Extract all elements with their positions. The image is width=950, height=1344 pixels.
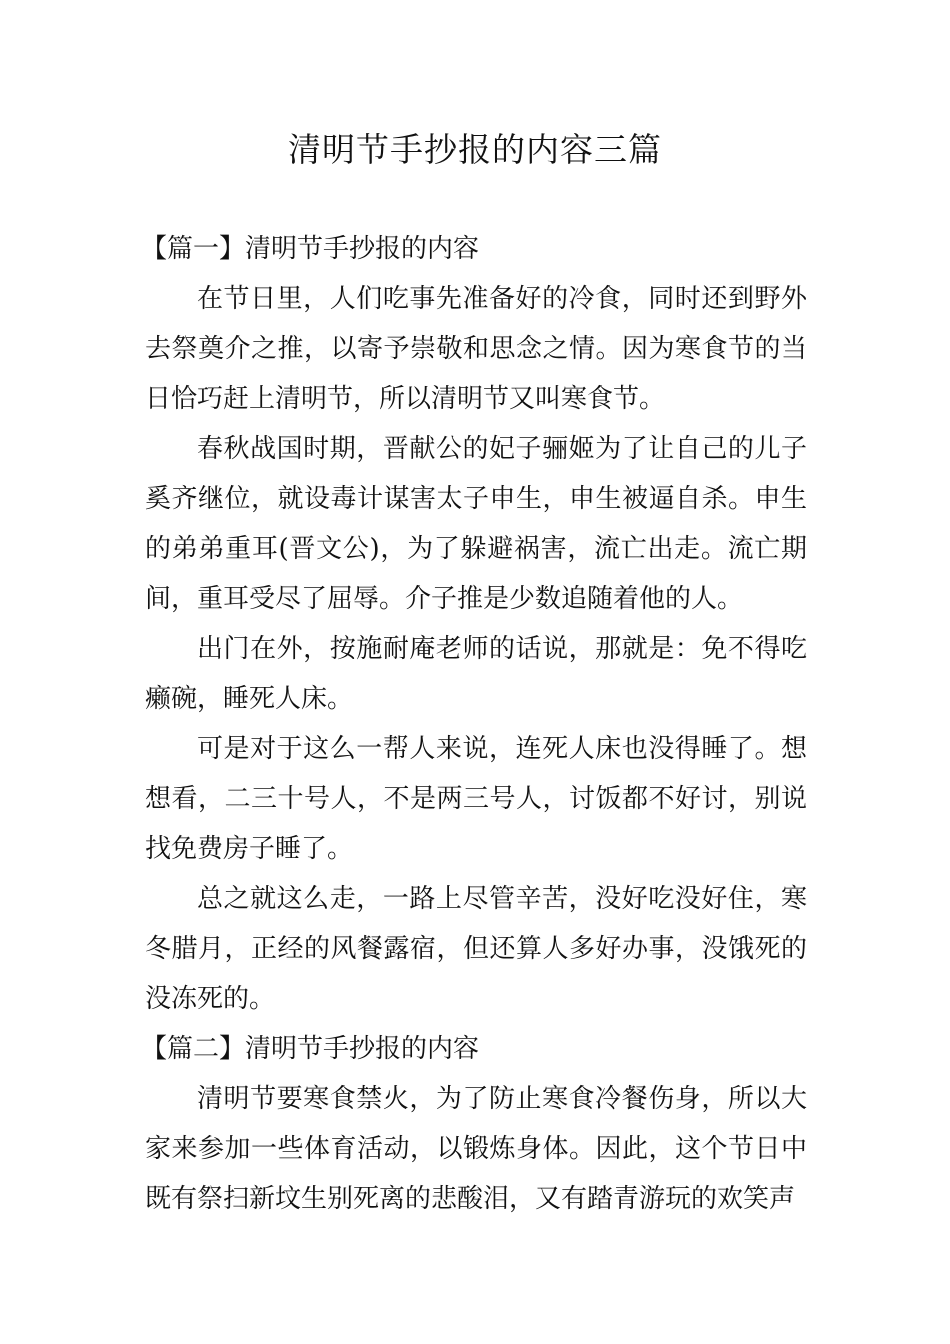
page-title: 清明节手抄报的内容三篇 (288, 130, 662, 169)
paragraph: 清明节要寒食禁火，为了防止寒食冷餐伤身，所以大家来参加一些体育活动，以锻炼身体。因此，这个节日中既有祭扫新坟生别死离的悲酸泪，又有踏青游玩的欢笑声 (145, 1084, 807, 1214)
paragraph: 春秋战国时期，晋献公的妃子骊姬为了让自己的儿子奚齐继位，就设毒计谋害太子申生，申生被逼自杀。申生的弟弟重耳(晋文公)，为了躲避祸害，流亡出走。流亡期间，重耳受尽了屈辱。介子推是少数追随着他的人。 (145, 434, 807, 614)
section-heading-2: 【篇二】清明节手抄报的内容 (141, 1034, 480, 1064)
document-body (141, 224, 807, 1224)
paragraph: 在节日里，人们吃事先准备好的冷食，同时还到野外去祭奠介之推，以寄予崇敬和思念之情。因为寒食节的当日恰巧赶上清明节，所以清明节又叫寒食节。 (145, 284, 807, 414)
paragraph: 出门在外，按施耐庵老师的话说，那就是：免不得吃癞碗，睡死人床。 (145, 634, 807, 714)
paragraph: 总之就这么走，一路上尽管辛苦，没好吃没好住，寒冬腊月，正经的风餐露宿，但还算人多好办事，没饿死的没冻死的。 (145, 884, 807, 1014)
paragraph: 可是对于这么一帮人来说，连死人床也没得睡了。想想看，二三十号人，不是两三号人，讨饭都不好讨，别说找免费房子睡了。 (145, 734, 807, 864)
section-heading-1: 【篇一】清明节手抄报的内容 (141, 234, 480, 264)
